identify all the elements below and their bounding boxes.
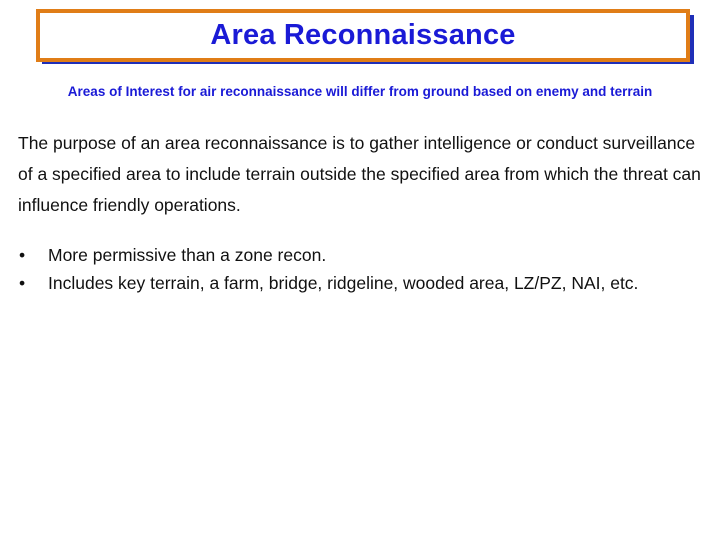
bullet-list [18,243,708,299]
bullet-marker: • [19,273,26,293]
slide-subtitle: Areas of Interest for air reconnaissance will differ from ground based on enemy and terrain [67,84,653,99]
slide-title: Area Reconnaissance [210,19,516,51]
bullet-item [18,271,708,296]
bullet-text: Includes key terrain, a farm, bridge, ridgeline, wooded area, LZ/PZ, NAI, etc. [48,273,639,293]
body-paragraph: The purpose of an area reconnaissance is to gather intelligence or conduct surveillance of a specified area to include terrain outside the specified area from which the threat can influence friendly operations. [18,133,701,215]
bullet-text: More permissive than a zone recon. [48,245,327,265]
bullet-item [18,243,708,268]
title-box [36,9,690,62]
bullet-marker: • [19,245,26,265]
